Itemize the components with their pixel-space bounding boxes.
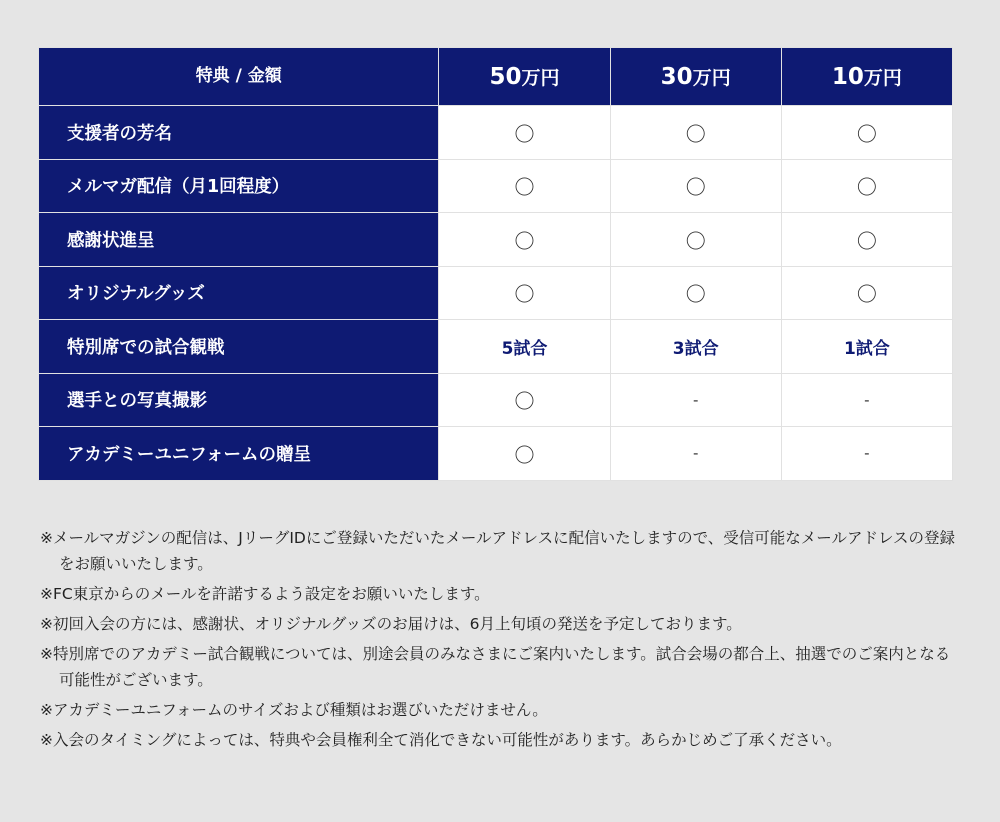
circle-mark: 〇	[610, 106, 781, 160]
table-header-row	[39, 48, 953, 106]
circle-mark: 〇	[439, 106, 610, 160]
circle-mark: 〇	[439, 266, 610, 320]
circle-mark: 〇	[610, 266, 781, 320]
notes-list	[40, 525, 955, 757]
match-count: 1試合	[781, 320, 952, 374]
circle-mark: 〇	[439, 159, 610, 213]
row-label: 感謝状進呈	[39, 213, 439, 267]
tier-unit: 万円	[863, 67, 902, 89]
circle-mark: 〇	[610, 159, 781, 213]
row-label: メルマガ配信（月1回程度）	[39, 159, 439, 213]
tier-amount: 10	[831, 64, 864, 90]
dash-mark: -	[781, 373, 952, 427]
table-row	[39, 266, 953, 320]
tier-amount: 50	[489, 64, 522, 90]
match-count: 3試合	[610, 320, 781, 374]
benefit-table	[38, 47, 953, 481]
note-item: ※特別席でのアカデミー試合観戦については、別途会員のみなさまにご案内いたします。試合会場の都合上、抽選でのご案内となる可能性がございます。	[40, 645, 951, 689]
table-row	[39, 373, 953, 427]
circle-mark: 〇	[610, 213, 781, 267]
note-item: ※アカデミーユニフォームのサイズおよび種類はお選びいただけません。	[40, 701, 548, 719]
note-item: ※メールマガジンの配信は、JリーグIDにご登録いただいたメールアドレスに配信いたしますので、受信可能なメールアドレスの登録をお願いいたします。	[40, 529, 956, 573]
row-label: オリジナルグッズ	[39, 266, 439, 320]
tier-amount: 30	[660, 64, 693, 90]
table-row	[39, 427, 953, 481]
circle-mark: 〇	[781, 266, 952, 320]
circle-mark: 〇	[781, 159, 952, 213]
tier-header-30	[610, 48, 781, 106]
row-label: 支援者の芳名	[39, 106, 439, 160]
table-row	[39, 320, 953, 374]
circle-mark: 〇	[781, 106, 952, 160]
note-item: ※初回入会の方には、感謝状、オリジナルグッズのお届けは、6月上旬頃の発送を予定しております。	[40, 615, 742, 633]
circle-mark: 〇	[439, 373, 610, 427]
corner-header: 特典 / 金額	[39, 48, 439, 106]
dash-mark: -	[781, 427, 952, 481]
row-label: 選手との写真撮影	[39, 373, 439, 427]
tier-unit: 万円	[692, 67, 731, 89]
note-item: ※FC東京からのメールを許諾するよう設定をお願いいたします。	[40, 585, 490, 603]
table-row	[39, 213, 953, 267]
tier-unit: 万円	[521, 67, 560, 89]
table-row	[39, 159, 953, 213]
row-label: 特別席での試合観戦	[39, 320, 439, 374]
circle-mark: 〇	[439, 427, 610, 481]
tier-header-10	[781, 48, 952, 106]
tier-header-50	[439, 48, 610, 106]
note-item: ※入会のタイミングによっては、特典や会員権利全て消化できない可能性があります。あらかじめご了承ください。	[40, 731, 842, 749]
table-row	[39, 106, 953, 160]
row-label: アカデミーユニフォームの贈呈	[39, 427, 439, 481]
dash-mark: -	[610, 373, 781, 427]
circle-mark: 〇	[781, 213, 952, 267]
match-count: 5試合	[439, 320, 610, 374]
circle-mark: 〇	[439, 213, 610, 267]
dash-mark: -	[610, 427, 781, 481]
